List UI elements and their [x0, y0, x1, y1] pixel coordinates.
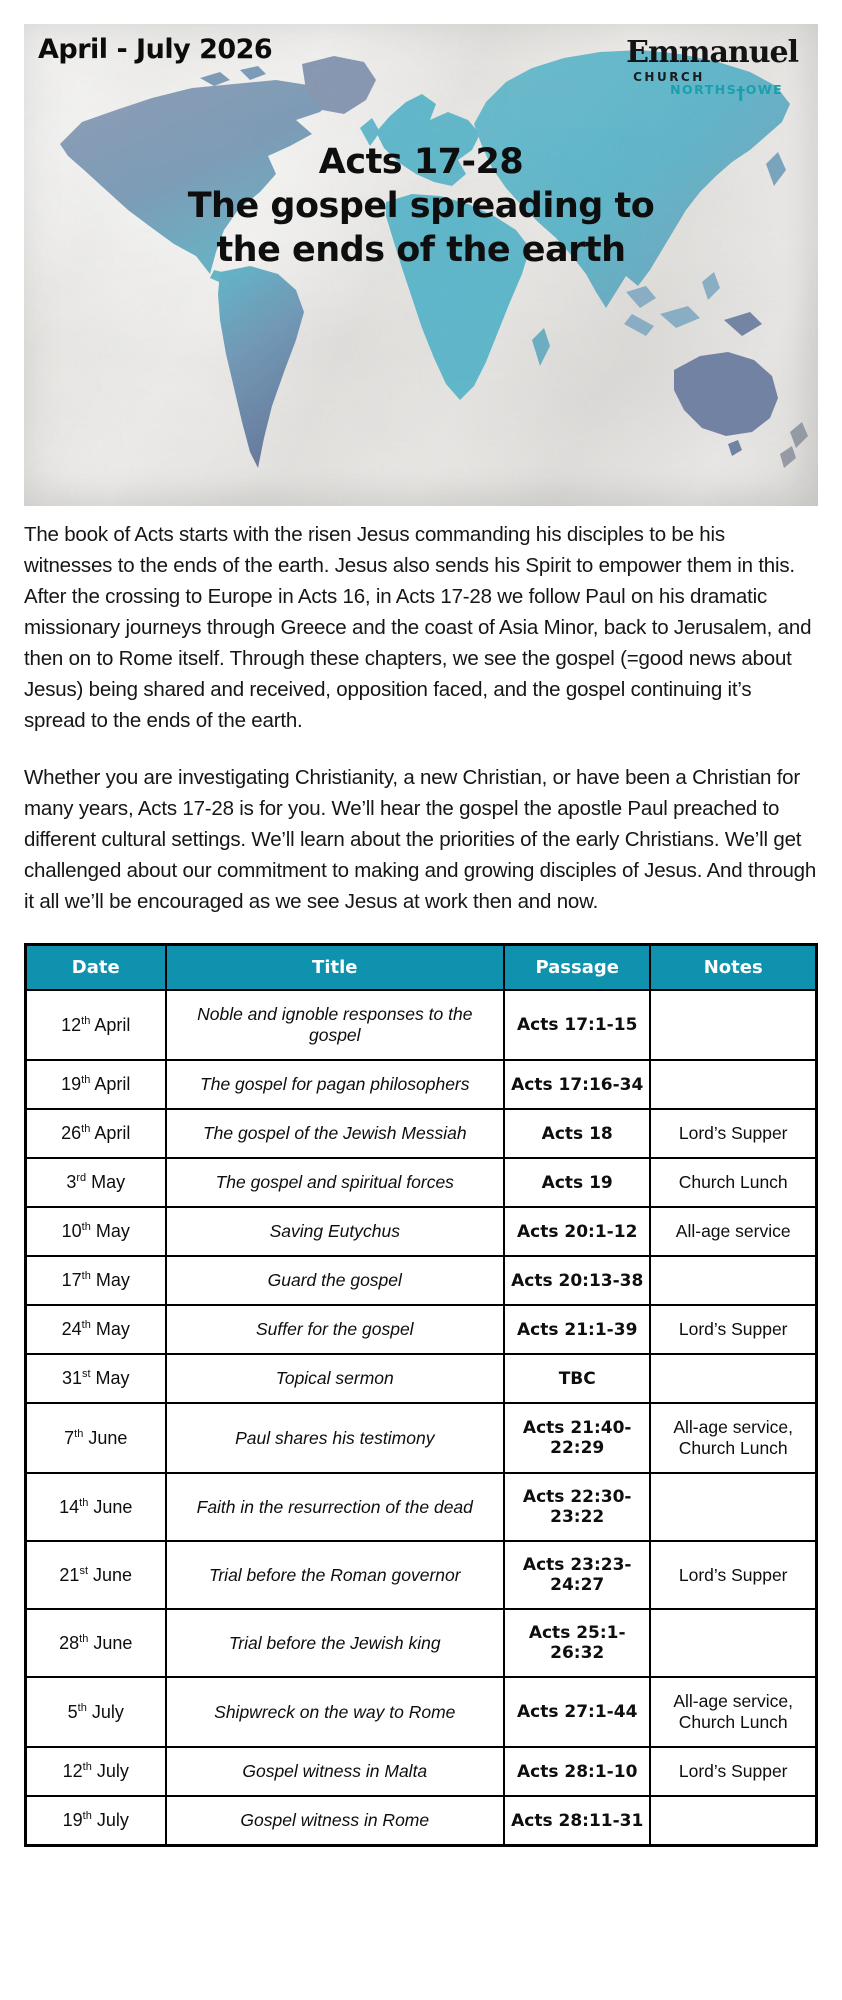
passage-cell: Acts 17:1-15: [504, 990, 650, 1060]
title-cell: Faith in the resurrection of the dead: [166, 1473, 505, 1541]
passage-cell: Acts 28:1-10: [504, 1747, 650, 1796]
column-header-date: Date: [26, 945, 166, 991]
sermon-schedule-table: [24, 943, 818, 1847]
church-logo: [626, 35, 798, 104]
notes-cell: All-age service: [650, 1207, 816, 1256]
date-cell: 21st June: [26, 1541, 166, 1609]
notes-cell: [650, 1796, 816, 1846]
notes-cell: All-age service, Church Lunch: [650, 1403, 816, 1473]
notes-cell: [650, 990, 816, 1060]
date-cell: 7th June: [26, 1403, 166, 1473]
ordinal-superscript: th: [79, 1632, 89, 1645]
title-cell: Paul shares his testimony: [166, 1403, 505, 1473]
title-cell: Shipwreck on the way to Rome: [166, 1677, 505, 1747]
map-title: [24, 140, 818, 272]
notes-cell: Church Lunch: [650, 1158, 816, 1207]
title-cell: The gospel for pagan philosophers: [166, 1060, 505, 1109]
column-header-title: Title: [166, 945, 505, 991]
ordinal-superscript: th: [74, 1427, 84, 1440]
date-cell: 17th May: [26, 1256, 166, 1305]
date-cell: 31st May: [26, 1354, 166, 1403]
logo-northstowe-label: [670, 82, 798, 104]
table-row: [26, 1747, 817, 1796]
notes-cell: All-age service, Church Lunch: [650, 1677, 816, 1747]
date-range: April - July 2026: [38, 34, 273, 65]
ordinal-superscript: st: [81, 1368, 91, 1380]
date-cell: 10th May: [26, 1207, 166, 1256]
passage-cell: Acts 22:30-23:22: [504, 1473, 650, 1541]
title-cell: Suffer for the gospel: [166, 1305, 505, 1354]
title-cell: Gospel witness in Rome: [166, 1796, 505, 1846]
ordinal-superscript: th: [79, 1496, 89, 1509]
ordinal-superscript: th: [81, 1074, 91, 1086]
date-cell: 5th July: [26, 1677, 166, 1747]
notes-cell: [650, 1609, 816, 1677]
map-title-line-1: Acts 17-28: [318, 142, 524, 182]
table-row: [26, 1796, 817, 1846]
date-cell: 19th July: [26, 1796, 166, 1846]
title-cell: Topical sermon: [166, 1354, 505, 1403]
logo-northstowe-post: OWE: [745, 82, 784, 97]
date-cell: 12th April: [26, 990, 166, 1060]
table-row: [26, 1256, 817, 1305]
passage-cell: TBC: [504, 1354, 650, 1403]
notes-cell: Lord’s Supper: [650, 1305, 816, 1354]
notes-cell: [650, 1060, 816, 1109]
table-row: [26, 1609, 817, 1677]
notes-cell: [650, 1473, 816, 1541]
date-cell: 12th July: [26, 1747, 166, 1796]
notes-cell: [650, 1256, 816, 1305]
ordinal-superscript: th: [81, 1014, 91, 1027]
passage-cell: Acts 25:1-26:32: [504, 1609, 650, 1677]
ordinal-superscript: th: [81, 1221, 91, 1233]
ordinal-superscript: th: [81, 1319, 91, 1331]
ordinal-superscript: rd: [76, 1172, 87, 1184]
notes-cell: Lord’s Supper: [650, 1109, 816, 1158]
logo-northstowe-pre: NORTHS: [670, 82, 738, 97]
ordinal-superscript: th: [81, 1270, 91, 1282]
passage-cell: Acts 27:1-44: [504, 1677, 650, 1747]
passage-cell: Acts 20:13-38: [504, 1256, 650, 1305]
date-cell: 19th April: [26, 1060, 166, 1109]
hero-banner: [24, 24, 818, 506]
column-header-passage: Passage: [504, 945, 650, 991]
table-row: [26, 1541, 817, 1609]
ordinal-superscript: st: [79, 1564, 89, 1577]
title-cell: The gospel and spiritual forces: [166, 1158, 505, 1207]
passage-cell: Acts 28:11-31: [504, 1796, 650, 1846]
cross-icon: †: [736, 82, 747, 104]
date-cell: 14th June: [26, 1473, 166, 1541]
table-row: [26, 1473, 817, 1541]
map-title-line-3: the ends of the earth: [216, 230, 626, 270]
table-row: [26, 1305, 817, 1354]
title-cell: Trial before the Roman governor: [166, 1541, 505, 1609]
passage-cell: Acts 18: [504, 1109, 650, 1158]
date-cell: 3rd May: [26, 1158, 166, 1207]
ordinal-superscript: th: [82, 1761, 92, 1773]
table-row: [26, 1207, 817, 1256]
table-row: [26, 1158, 817, 1207]
title-cell: Guard the gospel: [166, 1256, 505, 1305]
column-header-notes: Notes: [650, 945, 816, 991]
notes-cell: [650, 1354, 816, 1403]
schedule-body: [26, 990, 817, 1846]
table-row: [26, 1354, 817, 1403]
table-row: [26, 1403, 817, 1473]
date-cell: 28th June: [26, 1609, 166, 1677]
passage-cell: Acts 20:1-12: [504, 1207, 650, 1256]
title-cell: Saving Eutychus: [166, 1207, 505, 1256]
table-row: [26, 1677, 817, 1747]
passage-cell: Acts 23:23-24:27: [504, 1541, 650, 1609]
title-cell: Noble and ignoble responses to the gospel: [166, 990, 505, 1060]
passage-cell: Acts 21:40-22:29: [504, 1403, 650, 1473]
intro-section: [24, 519, 818, 917]
intro-paragraph-1: The book of Acts starts with the risen Jesus commanding his disciples to be his witnesses to the ends of the earth. Jesus also sends his Spirit to empower them in this. After the crossing to Europe in Acts 16, in Acts 17-28 we follow Paul on his dramatic missionary journeys through Greece and the coast of Asia Minor, back to Jerusalem, and then on to Rome itself. Through these chapters, we see the gospel (=good news about Jesus) being shared and received, opposition faced, and the gospel continuing it’s spread to the ends of the earth.: [24, 523, 812, 732]
passage-cell: Acts 21:1-39: [504, 1305, 650, 1354]
ordinal-superscript: th: [82, 1810, 92, 1822]
intro-paragraph-2: Whether you are investigating Christianity, a new Christian, or have been a Christian for many years, Acts 17-28 is for you. We’ll hear the gospel the apostle Paul preached to different cultural settings. We’ll learn about the priorities of the early Christians. We’ll get challenged about our commitment to making and growing disciples of Jesus. And through it all we’ll be encouraged as we see Jesus at work then and now.: [24, 766, 817, 913]
map-title-line-2: The gospel spreading to: [187, 186, 655, 226]
date-cell: 24th May: [26, 1305, 166, 1354]
passage-cell: Acts 19: [504, 1158, 650, 1207]
title-cell: The gospel of the Jewish Messiah: [166, 1109, 505, 1158]
table-row: [26, 990, 817, 1060]
passage-cell: Acts 17:16-34: [504, 1060, 650, 1109]
date-cell: 26th April: [26, 1109, 166, 1158]
notes-cell: Lord’s Supper: [650, 1747, 816, 1796]
table-row: [26, 1109, 817, 1158]
logo-wordmark: Emmanuel: [626, 35, 798, 70]
title-cell: Trial before the Jewish king: [166, 1609, 505, 1677]
ordinal-superscript: th: [81, 1123, 91, 1135]
table-row: [26, 1060, 817, 1109]
logo-church-label: CHURCH: [633, 70, 705, 84]
notes-cell: Lord’s Supper: [650, 1541, 816, 1609]
title-cell: Gospel witness in Malta: [166, 1747, 505, 1796]
ordinal-superscript: th: [77, 1701, 87, 1714]
table-header-row: [26, 945, 817, 991]
